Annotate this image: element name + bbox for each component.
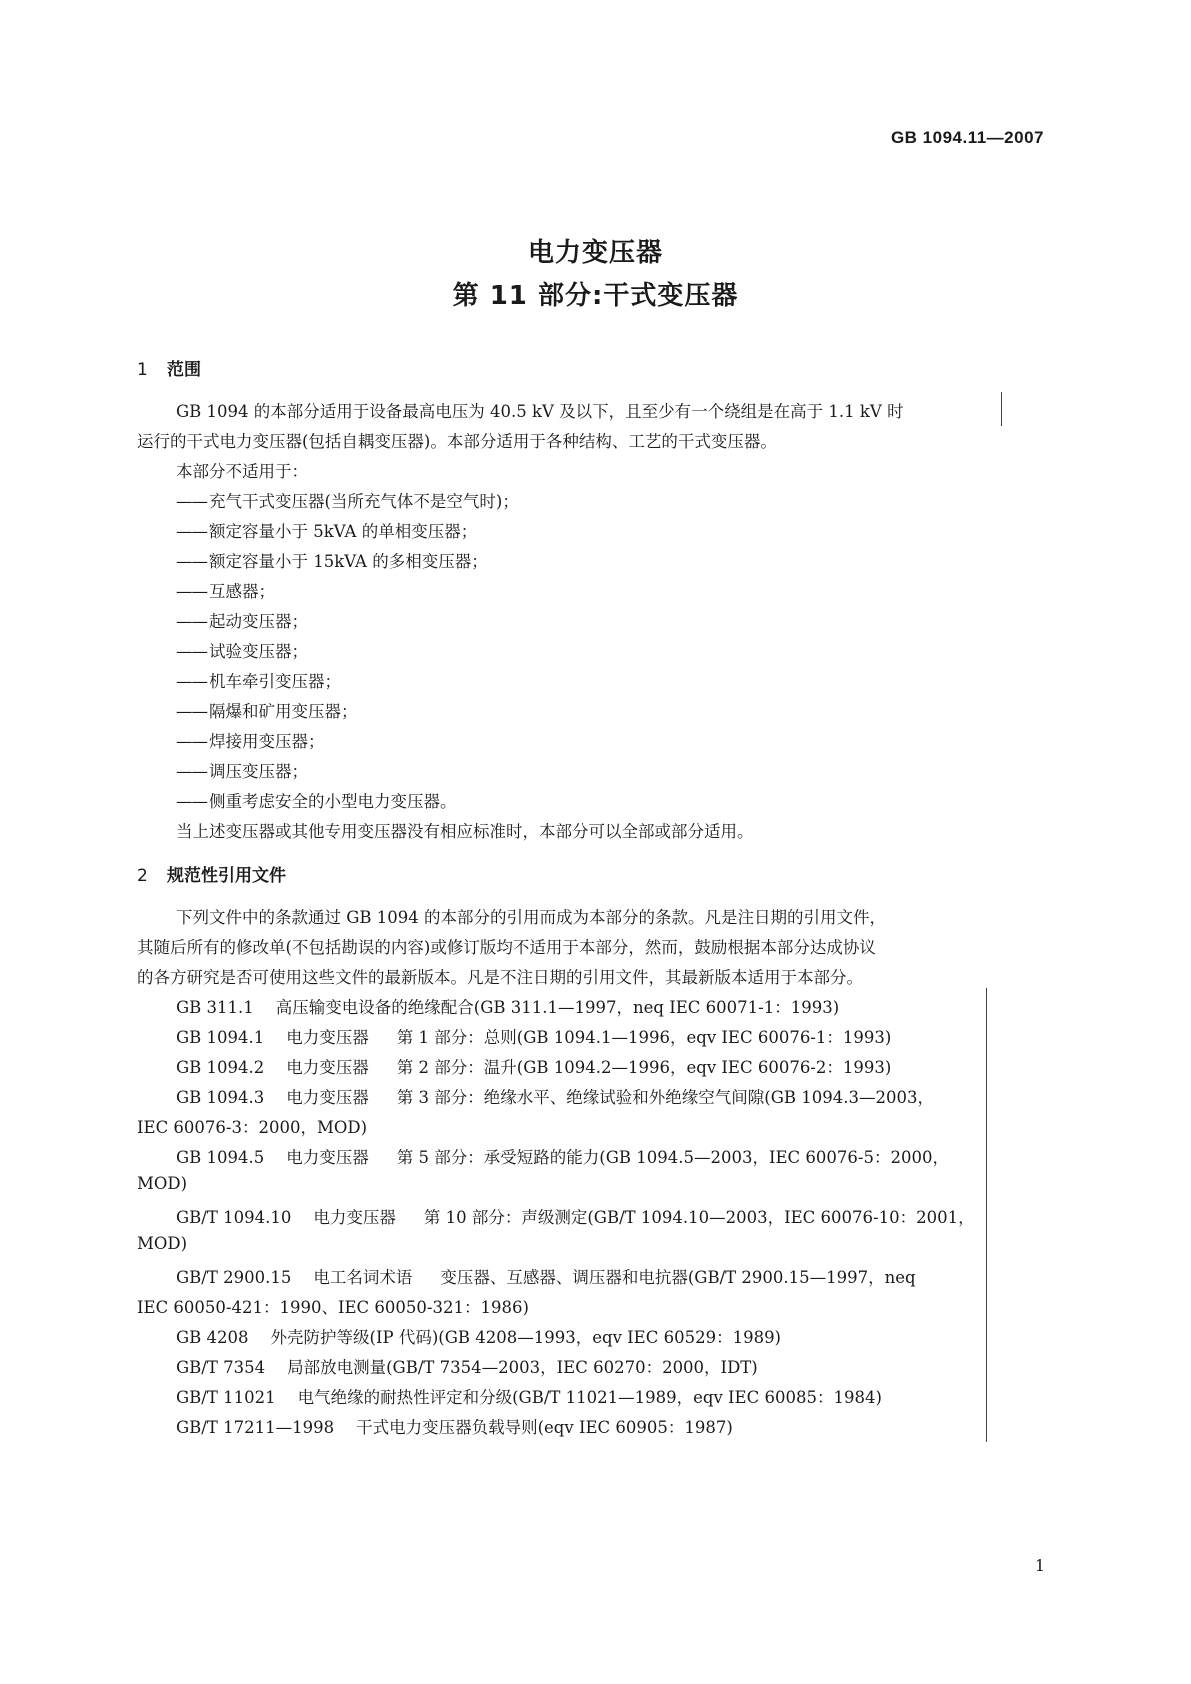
list-item: —— 试验变压器；	[176, 642, 308, 661]
list-item: —— 隔爆和矿用变压器；	[176, 702, 358, 721]
page-number: 1	[1034, 1556, 1045, 1575]
section-title: 规范性引用文件	[167, 866, 286, 886]
reference-item: GB 1094.1 电力变压器 第 1 部分：总则(GB 1094.1—1996，eqv IEC 60076-1：1993)	[176, 1028, 892, 1047]
reference-item: GB/T 2900.15 电工名词术语 变压器、互感器、调压器和电抗器(GB/T 2900.15—1997，neq	[176, 1268, 916, 1287]
standard-number: GB 1094.11—2007	[890, 128, 1044, 147]
list-item: —— 侧重考虑安全的小型电力变压器。	[176, 792, 457, 811]
list-item: —— 焊接用变压器；	[176, 732, 325, 751]
reference-item: GB/T 17211—1998 干式电力变压器负载导则(eqv IEC 60905：1987)	[176, 1418, 733, 1437]
section-number: 1	[137, 360, 148, 380]
references-intro-line-3: 的各方研究是否可使用这些文件的最新版本。凡是不注日期的引用文件，其最新版本适用于本部分。	[137, 968, 863, 987]
reference-item: GB 1094.3 电力变压器 第 3 部分：绝缘水平、绝缘试验和外绝缘空气间隙(GB 1094.3—2003，	[176, 1088, 934, 1107]
reference-item: GB 311.1 高压输变电设备的绝缘配合(GB 311.1—1997，neq IEC 60071-1：1993)	[176, 998, 840, 1017]
reference-item: GB/T 1094.10 电力变压器 第 10 部分：声级测定(GB/T 1094.10—2003，IEC 60076-10：2001，	[176, 1208, 975, 1227]
reference-item: GB/T 7354 局部放电测量(GB/T 7354—2003，IEC 60270：2000，IDT)	[176, 1358, 758, 1377]
reference-item-continuation: MOD)	[137, 1174, 188, 1193]
reference-item: GB 4208 外壳防护等级(IP 代码)(GB 4208—1993，eqv IEC 60529：1989)	[176, 1328, 781, 1347]
list-item: —— 额定容量小于 5kVA 的单相变压器；	[176, 522, 478, 541]
not-applicable-intro: 本部分不适用于：	[176, 462, 308, 481]
reference-item-continuation: IEC 60050-421：1990、IEC 60050-321：1986)	[137, 1298, 529, 1317]
list-item: —— 充气干式变压器(当所充气体不是空气时)；	[176, 492, 519, 511]
scope-closing: 当上述变压器或其他专用变压器没有相应标准时，本部分可以全部或部分适用。	[176, 822, 754, 841]
list-item: —— 额定容量小于 15kVA 的多相变压器；	[176, 552, 488, 571]
list-item: —— 调压变压器；	[176, 762, 308, 781]
reference-item: GB/T 11021 电气绝缘的耐热性评定和分级(GB/T 11021—1989，eqv IEC 60085：1984)	[176, 1388, 882, 1407]
reference-item-continuation: MOD)	[137, 1234, 188, 1253]
list-item: —— 互感器；	[176, 582, 275, 601]
section-2-heading	[137, 861, 286, 886]
list-item: —— 机车牵引变压器；	[176, 672, 341, 691]
revision-bar	[986, 988, 987, 1442]
section-number: 2	[137, 866, 148, 886]
section-title: 范围	[167, 360, 201, 380]
references-intro-line-1: 下列文件中的条款通过 GB 1094 的本部分的引用而成为本部分的条款。凡是注日期的引用文件，	[176, 908, 887, 927]
list-item: —— 起动变压器；	[176, 612, 308, 631]
document-title: 电力变压器	[527, 238, 663, 268]
revision-bar	[1001, 392, 1002, 426]
reference-item: GB 1094.2 电力变压器 第 2 部分：温升(GB 1094.2—1996，eqv IEC 60076-2：1993)	[176, 1058, 892, 1077]
references-intro-line-2: 其随后所有的修改单(不包括勘误的内容)或修订版均不适用于本部分，然而，鼓励根据本部分达成协议	[137, 938, 876, 957]
reference-item: GB 1094.5 电力变压器 第 5 部分：承受短路的能力(GB 1094.5—2003，IEC 60076-5：2000，	[176, 1148, 949, 1167]
scope-paragraph-line-1: GB 1094 的本部分适用于设备最高电压为 40.5 kV 及以下，且至少有一个绕组是在高于 1.1 kV 时	[176, 402, 904, 421]
reference-item-continuation: IEC 60076-3：2000，MOD)	[137, 1118, 368, 1137]
document-subtitle: 第 11 部分:干式变压器	[452, 281, 739, 311]
section-1-heading	[137, 355, 201, 380]
scope-paragraph-line-2: 运行的干式电力变压器(包括自耦变压器)。本部分适用于各种结构、工艺的干式变压器。	[137, 432, 777, 451]
